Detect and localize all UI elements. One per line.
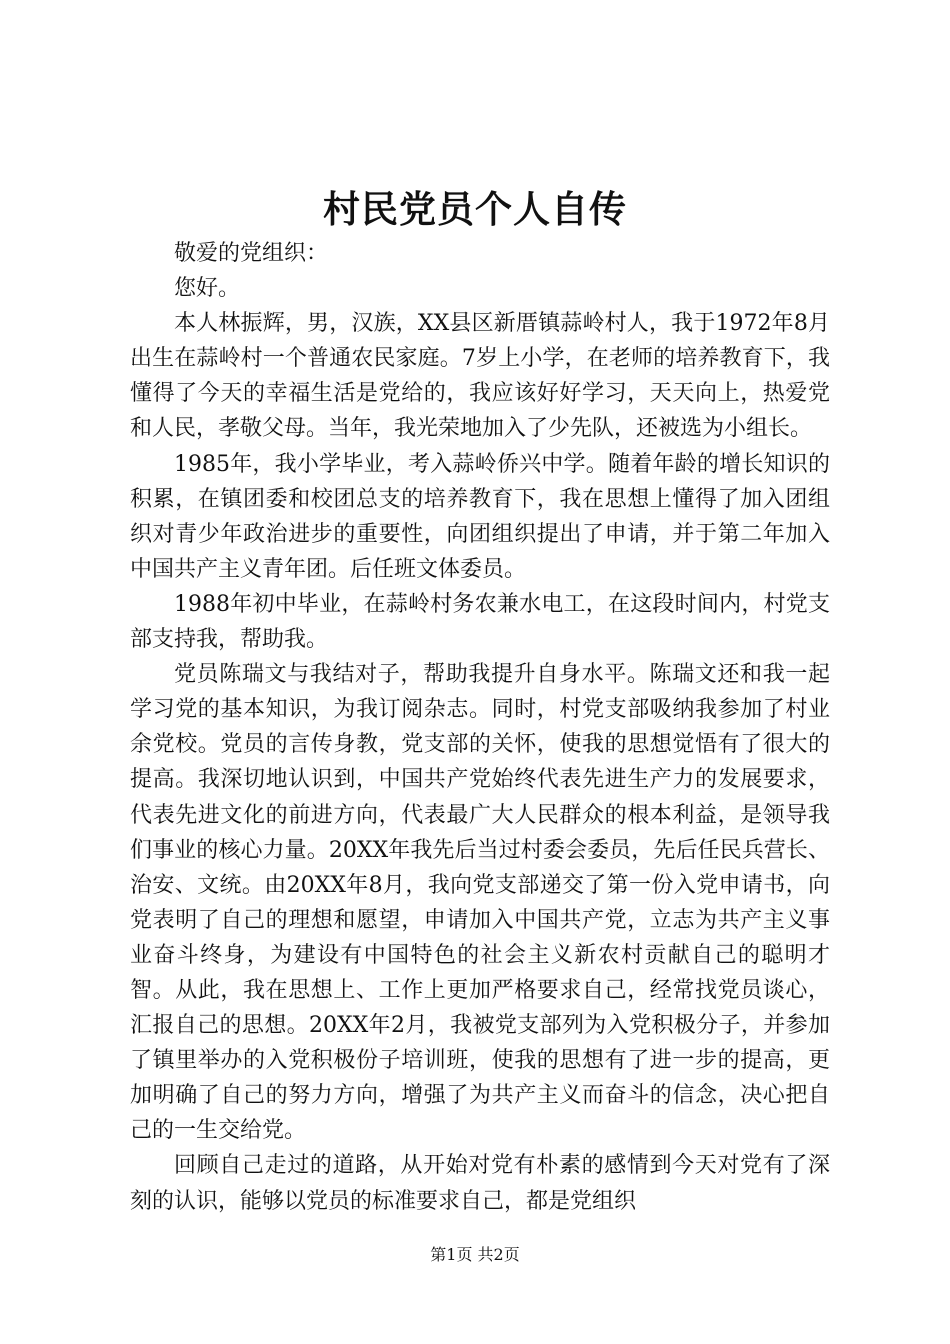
paragraph-graduation: 1988年初中毕业，在蒜岭村务农兼水电工，在这段时间内，村党支部支持我，帮助我。 <box>130 591 830 653</box>
paragraph-middle-school: 1985年，我小学毕业，考入蒜岭侨兴中学。随着年龄的增长知识的积累，在镇团委和校团总支的培养教育下，我在思想上懂得了加入团组织对青少年政治进步的重要性，向团组织提出了申请，并于第二年加入中国共产主义青年团。后任班文体委员。 <box>130 451 830 582</box>
paragraph-party-mentorship: 党员陈瑞文与我结对子，帮助我提升自身水平。陈瑞文还和我一起学习党的基本知识，为我订阅杂志。同时，村党支部吸纳我参加了村业余党校。党员的言传身教，党支部的关怀，使我的思想觉悟有了很大的提高。我深切地认识到，中国共产党始终代表先进生产力的发展要求，代表先进文化的前进方向，代表最广大人民群众的根本利益，是领导我们事业的核心力量。20XX年我先后当过村委会委员，先后任民兵营长、治安、文统。由20XX年8月，我向党支部递交了第一份入党申请书，向党表明了自己的理想和愿望，申请加入中国共产党，立志为共产主义事业奋斗终身，为建设有中国特色的社会主义新农村贡献自己的聪明才智。从此，我在思想上、工作上更加严格要求自己，经常找党员谈心，汇报自己的思想。20XX年2月，我被党支部列为入党积极分子，并参加了镇里举办的入党积极份子培训班，使我的思想有了进一步的提高，更加明确了自己的努力方向，增强了为共产主义而奋斗的信念，决心把自己的一生交给党。 <box>130 662 830 1144</box>
paragraph-reflection: 回顾自己走过的道路，从开始对党有朴素的感情到今天对党有了深刻的认识，能够以党员的标准要求自己，都是党组织 <box>130 1153 830 1214</box>
greeting: 您好。 <box>174 276 241 302</box>
document-body <box>130 236 830 1219</box>
paragraph-introduction: 本人林振辉，男，汉族，XX县区新厝镇蒜岭村人，我于1972年8月出生在蒜岭村一个普通农民家庭。7岁上小学，在老师的培养教育下，我懂得了今天的幸福生活是党给的，我应该好好学习，天天向上，热爱党和人民，孝敬父母。当年，我光荣地加入了少先队，还被选为小组长。 <box>130 311 830 442</box>
salutation: 敬爱的党组织： <box>174 241 329 266</box>
page-footer: 第1页 共2页 <box>430 1245 520 1264</box>
document-title: 村民党员个人自传 <box>323 187 627 231</box>
